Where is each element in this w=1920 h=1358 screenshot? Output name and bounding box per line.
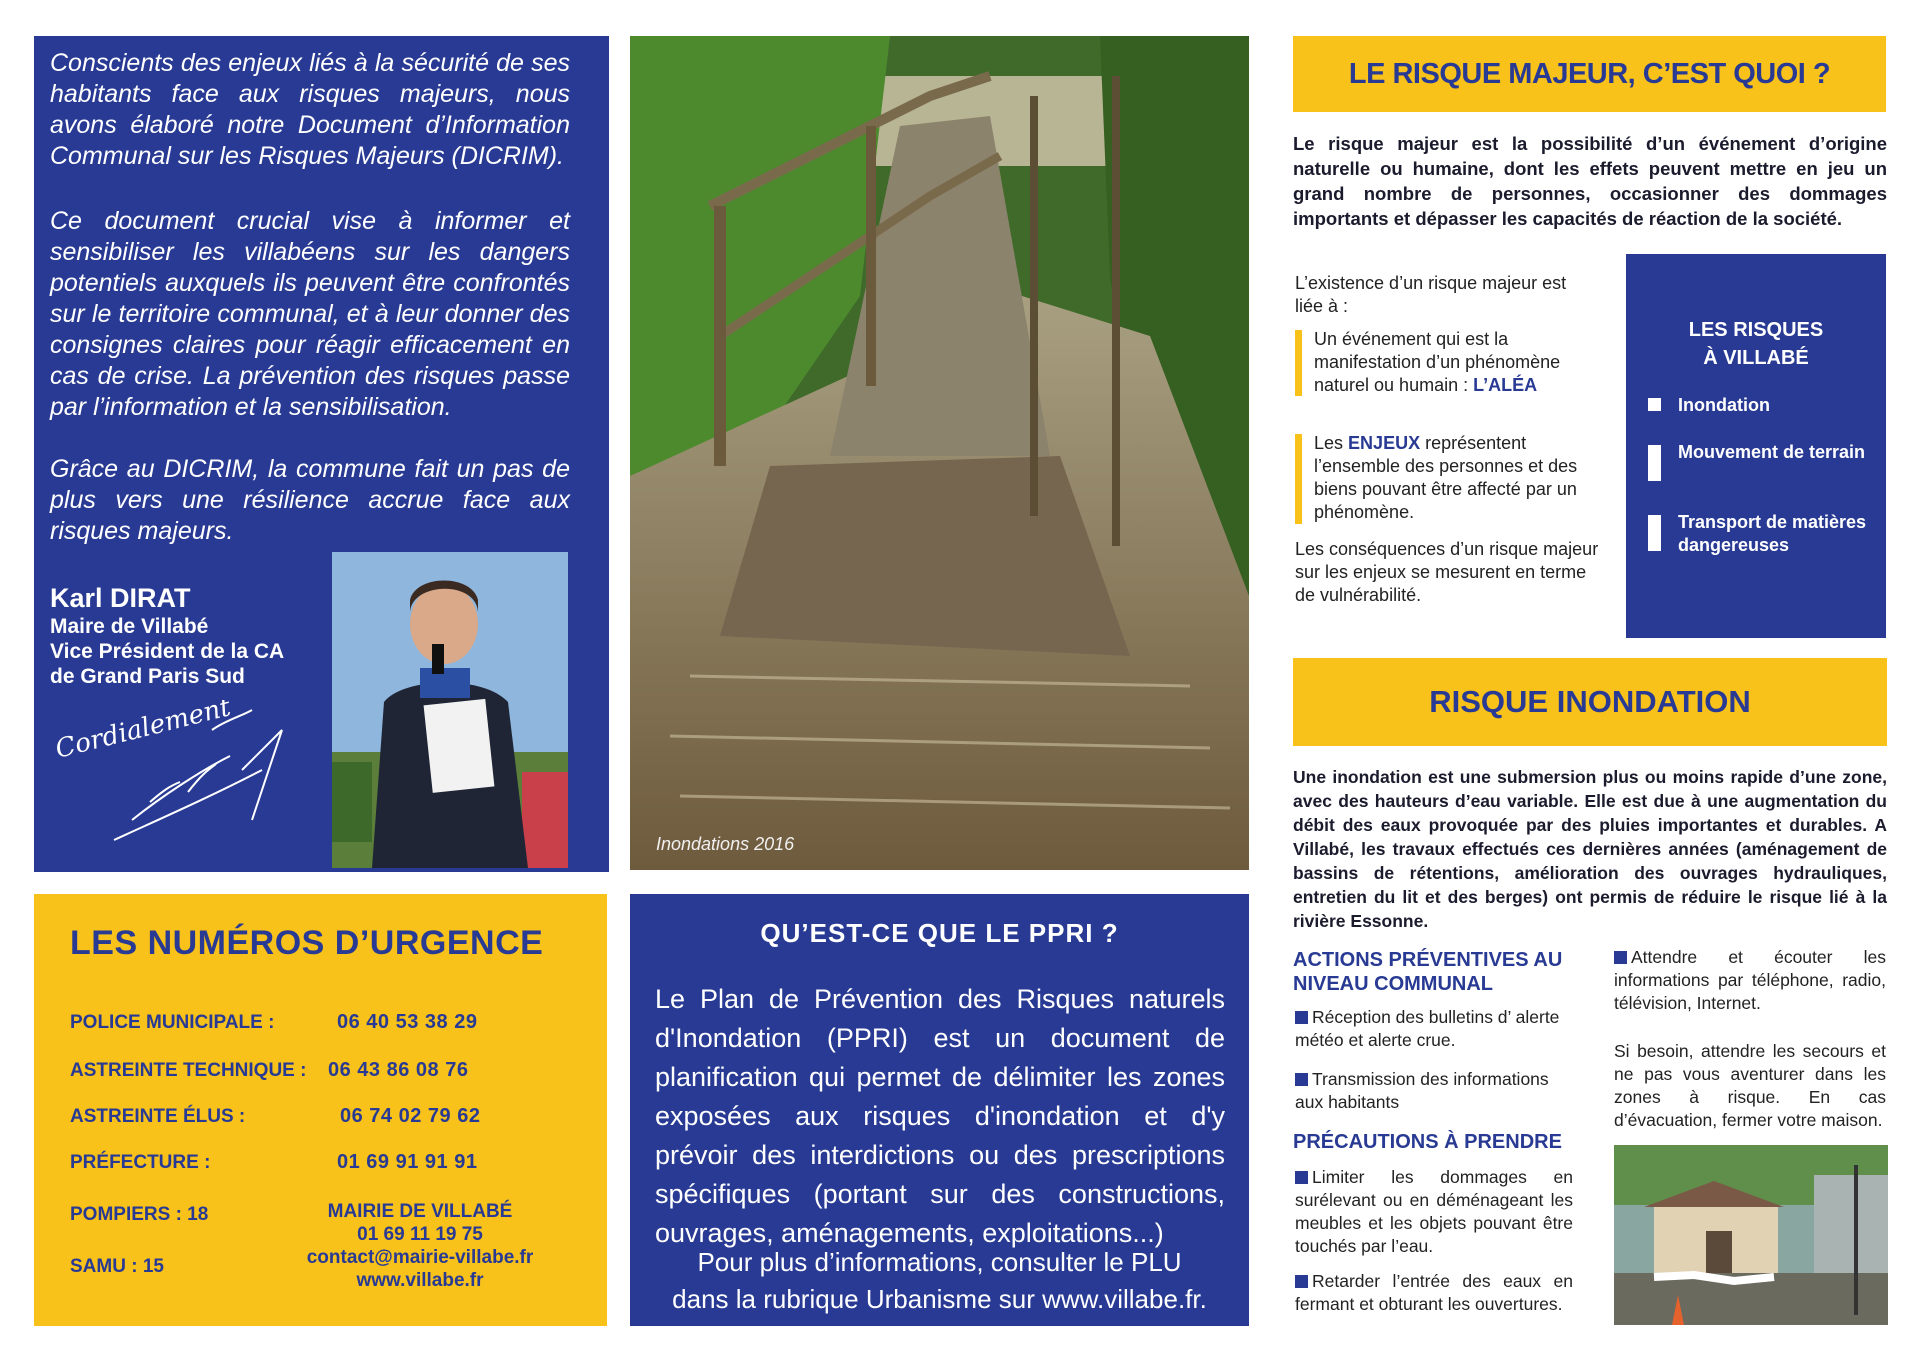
ppri-panel [630,894,1249,1326]
signer-role-3: de Grand Paris Sud [50,665,245,688]
risque-existence-text: L’existence d’un risque majeur est liée à : [1295,273,1567,316]
action-item-1 [1295,1006,1580,1052]
risques-villabe-box [1626,254,1886,638]
flood-bridge-photo [630,36,1249,870]
handwritten-signature [52,700,292,855]
mairie-name: MAIRIE DE VILLABÉ [327,1201,513,1222]
mayor-intro-panel [34,36,609,872]
ppri-more-info [630,1244,1249,1318]
enjeux-pre: Les [1314,433,1344,453]
emergency-value-police[interactable]: 06 40 53 38 29 [337,1011,478,1033]
square-bullet-icon [1295,1275,1308,1288]
risk-item-transport-label: Transport de matières dangereuses [1678,512,1867,555]
mairie-website[interactable]: www.villabe.fr [356,1270,484,1291]
mayor-portrait-photo [332,552,568,868]
inondation-intro: Une inondation est une submersion plus ou moins rapide d’une zone, avec des hauteurs d’eau variable. Elle est due à une augmentation du débit des eaux provoquée par des pluies importantes et durables. A Villabé, les travaux effectués ces dernières années (aménagement de bassins de rétentions, amélioration des ouvrages hydrauliques, entretien du lit et des berges) ont permis de réduire le risque lié à la rivière Essonne. [1293,767,1887,931]
emergency-numbers-panel [34,894,607,1326]
flooded-house-photo [1614,1145,1888,1325]
consequences-text: Les conséquences d’un risque majeur sur les enjeux se mesurent en terme de vulnérabilité. [1295,539,1599,605]
action-item-1-text: Réception des bulletins d’ alerte météo et alerte crue. [1295,1007,1560,1050]
risques-villabe-title [1626,316,1886,372]
intro-paragraph-1: Conscients des enjeux liés à la sécurité de ses habitants face aux risques majeurs, nous avons élaboré notre Document d’Information Communal sur les Risques Majeurs (DICRIM). [50,49,570,170]
precaution-item-1-text: Limiter les dommages en surélevant ou en déménageant les meubles et les objets pouvant être touchés par l’eau. [1295,1167,1573,1256]
ppri-more-line-2: dans la rubrique Urbanisme sur www.villabe.fr. [672,1284,1207,1314]
alea-definition [1314,328,1604,397]
square-bullet-icon [1295,1073,1308,1086]
signer-role-1: Maire de Villabé [50,615,209,638]
intro-paragraph-2: Ce document crucial vise à informer et sensibiliser les villabéens sur les dangers potentiels auxquels ils peuvent être confrontés sur le territoire communal, et à leur donner des consignes claires pour réagir efficacement en cas de crise. La prévention des risques passe par l’information et la sensibilisation. [50,207,570,421]
emergency-title: LES NUMÉROS D’URGENCE [70,924,544,962]
emergency-value-astreinte-elus[interactable]: 06 74 02 79 62 [340,1105,481,1127]
emergency-value-prefecture[interactable]: 01 69 91 91 91 [337,1151,478,1173]
square-bullet-icon [1295,1011,1308,1024]
enjeux-term: ENJEUX [1348,433,1421,453]
alea-accent-bar [1295,330,1302,396]
risque-majeur-intro: Le risque majeur est la possibilité d’un événement d’origine naturelle ou humaine, dont les effets peuvent mettre en jeu un grand nombre de personnes, occasionner des dommages importants et dépasser les capacités de réaction de la société. [1293,133,1887,229]
square-bullet-icon [1648,515,1661,551]
alea-term: L’ALÉA [1473,375,1538,395]
ppri-body: Le Plan de Prévention des Risques naturels d'Inondation (PPRI) est un document de planification qui permet de délimiter les zones exposées aux risques d'inondation et d'y prévoir des interdictions ou des prescriptions spécifiques (portant sur des constructions, ouvrages, aménagements, exploitations...) [655,984,1225,1248]
square-bullet-icon [1648,445,1661,481]
risque-majeur-title: LE RISQUE MAJEUR, C’EST QUOI ? [1293,36,1886,112]
alea-text: Un événement qui est la manifestation d’un phénomène naturel ou humain : [1314,329,1561,395]
svg-text:Cordialement: Cordialement [52,700,234,765]
square-bullet-icon [1648,398,1661,411]
intro-paragraph-3: Grâce au DICRIM, la commune fait un pas de plus vers une résilience accrue face aux risques majeurs. [50,455,570,545]
emergency-label-police: POLICE MUNICIPALE : [70,1012,275,1033]
action-item-2 [1295,1068,1580,1114]
right-item-1 [1614,946,1886,1015]
mairie-email[interactable]: contact@mairie-villabe.fr [306,1247,534,1268]
precaution-item-2-text: Retarder l’entrée des eaux en fermant et obturant les ouvertures. [1295,1271,1573,1314]
emergency-label-astreinte-elus: ASTREINTE ÉLUS : [70,1106,246,1127]
emergency-label-samu: SAMU : 15 [70,1256,164,1277]
photo-caption: Inondations 2016 [656,834,795,854]
risk-item-inondation-label: Inondation [1678,395,1770,415]
enjeux-accent-bar [1295,434,1302,524]
precautions-heading: PRÉCAUTIONS À PRENDRE [1293,1131,1562,1153]
enjeux-text: représentent l’ensemble des personnes et des biens pouvant être affecté par un phénomène. [1314,433,1578,522]
risque-inondation-title: RISQUE INONDATION [1293,658,1887,746]
square-bullet-icon [1295,1171,1308,1184]
risk-item-transport [1648,511,1868,557]
mairie-contact-block [270,1200,570,1292]
emergency-label-pompiers: POMPIERS : 18 [70,1204,209,1225]
signer-block [50,582,284,689]
evacuation-text: Si besoin, attendre les secours et ne pas vous aventurer dans les zones à risque. En cas d’évacuation, fermer votre maison. [1614,1041,1886,1130]
action-item-2-text: Transmission des informations aux habitants [1295,1069,1549,1112]
ppri-title: QU’EST-CE QUE LE PPRI ? [760,918,1119,948]
precaution-item-1 [1295,1166,1573,1258]
signer-name: Karl DIRAT [50,583,191,613]
signer-role-2: Vice Président de la CA [50,640,285,663]
emergency-value-astreinte-technique[interactable]: 06 43 86 08 76 [328,1059,469,1081]
right-item-1-text: Attendre et écouter les informations par téléphone, radio, télévision, Internet. [1614,947,1886,1013]
emergency-label-astreinte-technique: ASTREINTE TECHNIQUE : [70,1060,307,1081]
risques-villabe-title-line-1: LES RISQUES [1688,319,1824,341]
enjeux-definition [1314,432,1604,524]
risk-item-inondation [1648,394,1868,417]
risk-item-mouvement-terrain [1648,441,1868,464]
actions-preventives-heading: ACTIONS PRÉVENTIVES AU NIVEAU COMMUNAL [1293,949,1563,995]
mairie-phone[interactable]: 01 69 11 19 75 [357,1224,483,1245]
risk-item-mouvement-terrain-label: Mouvement de terrain [1678,442,1866,462]
precaution-item-2 [1295,1270,1573,1316]
emergency-label-prefecture: PRÉFECTURE : [70,1152,211,1173]
ppri-more-line-1: Pour plus d’informations, consulter le PLU [697,1247,1182,1277]
risques-villabe-title-line-2: À VILLABÉ [1703,347,1809,369]
square-bullet-icon [1614,951,1627,964]
